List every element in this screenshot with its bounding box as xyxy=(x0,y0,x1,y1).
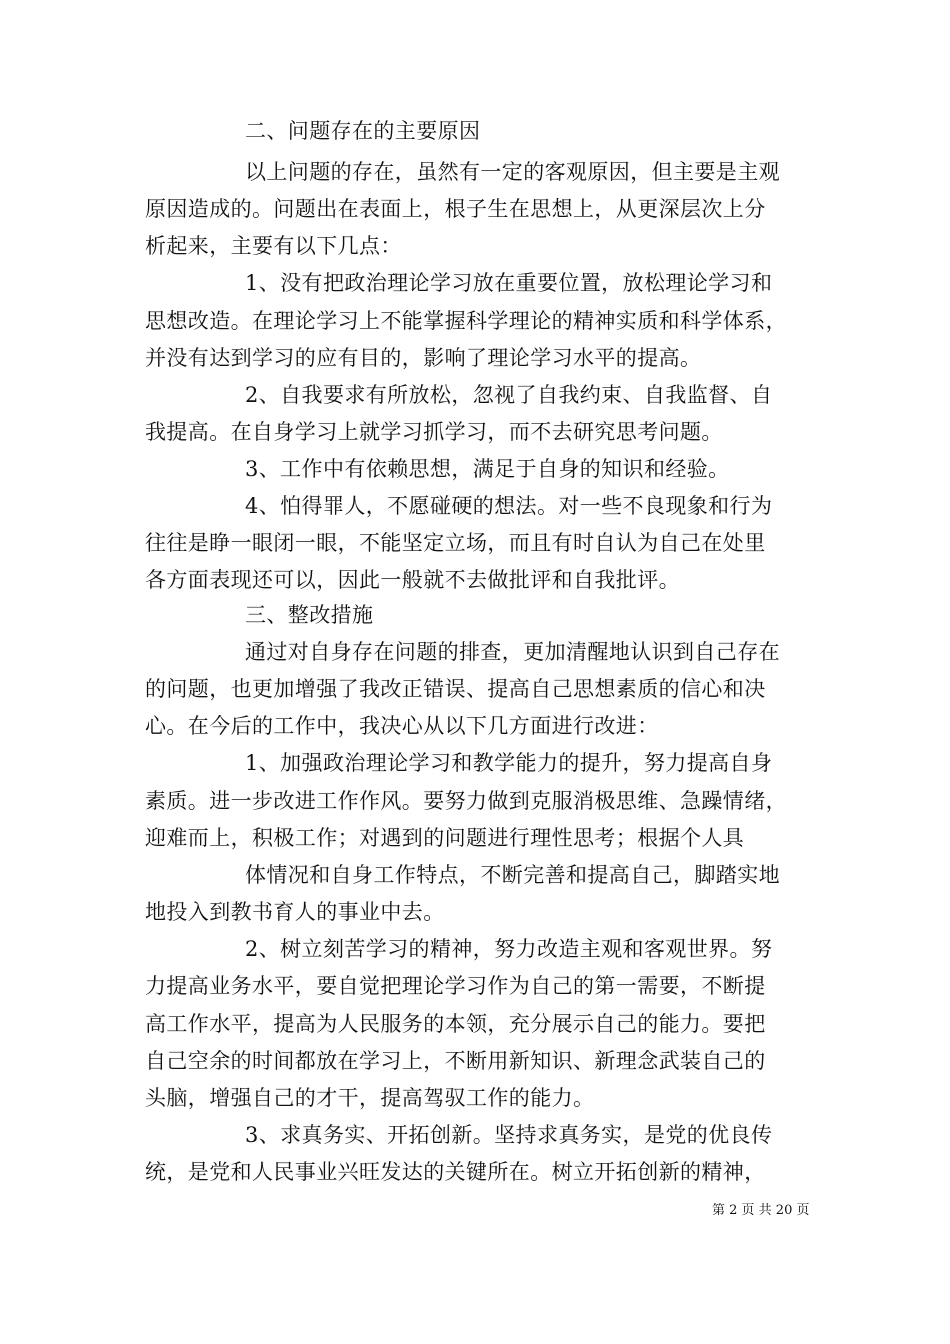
paragraph-line: 2、自我要求有所放松，忽视了自我约束、自我监督、自 xyxy=(245,383,773,407)
paragraph-line: 并没有达到学习的应有目的，影响了理论学习水平的提高。 xyxy=(145,346,702,370)
paragraph-line: 头脑，增强自己的才干，提高驾驭工作的能力。 xyxy=(145,1086,595,1110)
page-number: 第 2 页 共 20 页 xyxy=(712,1203,810,1218)
heading-main-causes: 二、问题存在的主要原因 xyxy=(245,119,481,143)
paragraph-line: 3、工作中有依赖思想，满足于自身的知识和经验。 xyxy=(245,457,730,481)
paragraph-line: 思想改造。在理论学习上不能掌握科学理论的精神实质和科学体系， xyxy=(145,309,787,333)
paragraph-line: 力提高业务水平，要自觉把理论学习作为自己的第一需要，不断提 xyxy=(145,974,766,998)
paragraph-line: 以上问题的存在，虽然有一定的客观原因，但主要是主观 xyxy=(245,160,780,184)
paragraph-line: 3、求真务实、开拓创新。坚持求真务实，是党的优良传 xyxy=(245,1123,773,1147)
paragraph-line: 素质。进一步改进工作作风。要努力做到克服消极思维、急躁情绪， xyxy=(145,789,787,813)
paragraph-line: 1、没有把政治理论学习放在重要位置，放松理论学习和 xyxy=(245,271,773,295)
paragraph-line: 4、怕得罪人，不愿碰硬的想法。对一些不良现象和行为 xyxy=(245,494,773,518)
paragraph-line: 体情况和自身工作特点，不断完善和提高自己，脚踏实地 xyxy=(245,863,780,887)
paragraph-line: 心。在今后的工作中，我决心从以下几方面进行改进： xyxy=(145,714,659,738)
paragraph-line: 的问题，也更加增强了我改正错误、提高自己思想素质的信心和决 xyxy=(145,677,766,701)
heading-rectification-measures: 三、整改措施 xyxy=(245,603,374,627)
paragraph-line: 原因造成的。问题出在表面上，根子生在思想上，从更深层次上分 xyxy=(145,197,766,221)
paragraph-line: 高工作水平，提高为人民服务的本领，充分展示自己的能力。要把 xyxy=(145,1012,766,1036)
paragraph-line: 1、加强政治理论学习和教学能力的提升，努力提高自身 xyxy=(245,751,773,775)
paragraph-line: 自己空余的时间都放在学习上，不断用新知识、新理念武装自己的 xyxy=(145,1049,766,1073)
paragraph-line: 我提高。在自身学习上就学习抓学习，而不去研究思考问题。 xyxy=(145,420,723,444)
paragraph-line: 析起来，主要有以下几点： xyxy=(145,234,402,258)
paragraph-line: 地投入到教书育人的事业中去。 xyxy=(145,900,445,924)
paragraph-line: 2、树立刻苦学习的精神，努力改造主观和客观世界。努 xyxy=(245,937,773,961)
paragraph-line: 通过对自身存在问题的排查，更加清醒地认识到自己存在 xyxy=(245,640,780,664)
paragraph-line: 各方面表现还可以，因此一般就不去做批评和自我批评。 xyxy=(145,568,680,592)
paragraph-line: 迎难而上，积极工作；对遇到的问题进行理性思考；根据个人具 xyxy=(145,826,745,850)
paragraph-line: 统，是党和人民事业兴旺发达的关键所在。树立开拓创新的精神， xyxy=(145,1160,766,1184)
paragraph-line: 往往是睁一眼闭一眼，不能坚定立场，而且有时自认为自己在处里 xyxy=(145,531,766,555)
